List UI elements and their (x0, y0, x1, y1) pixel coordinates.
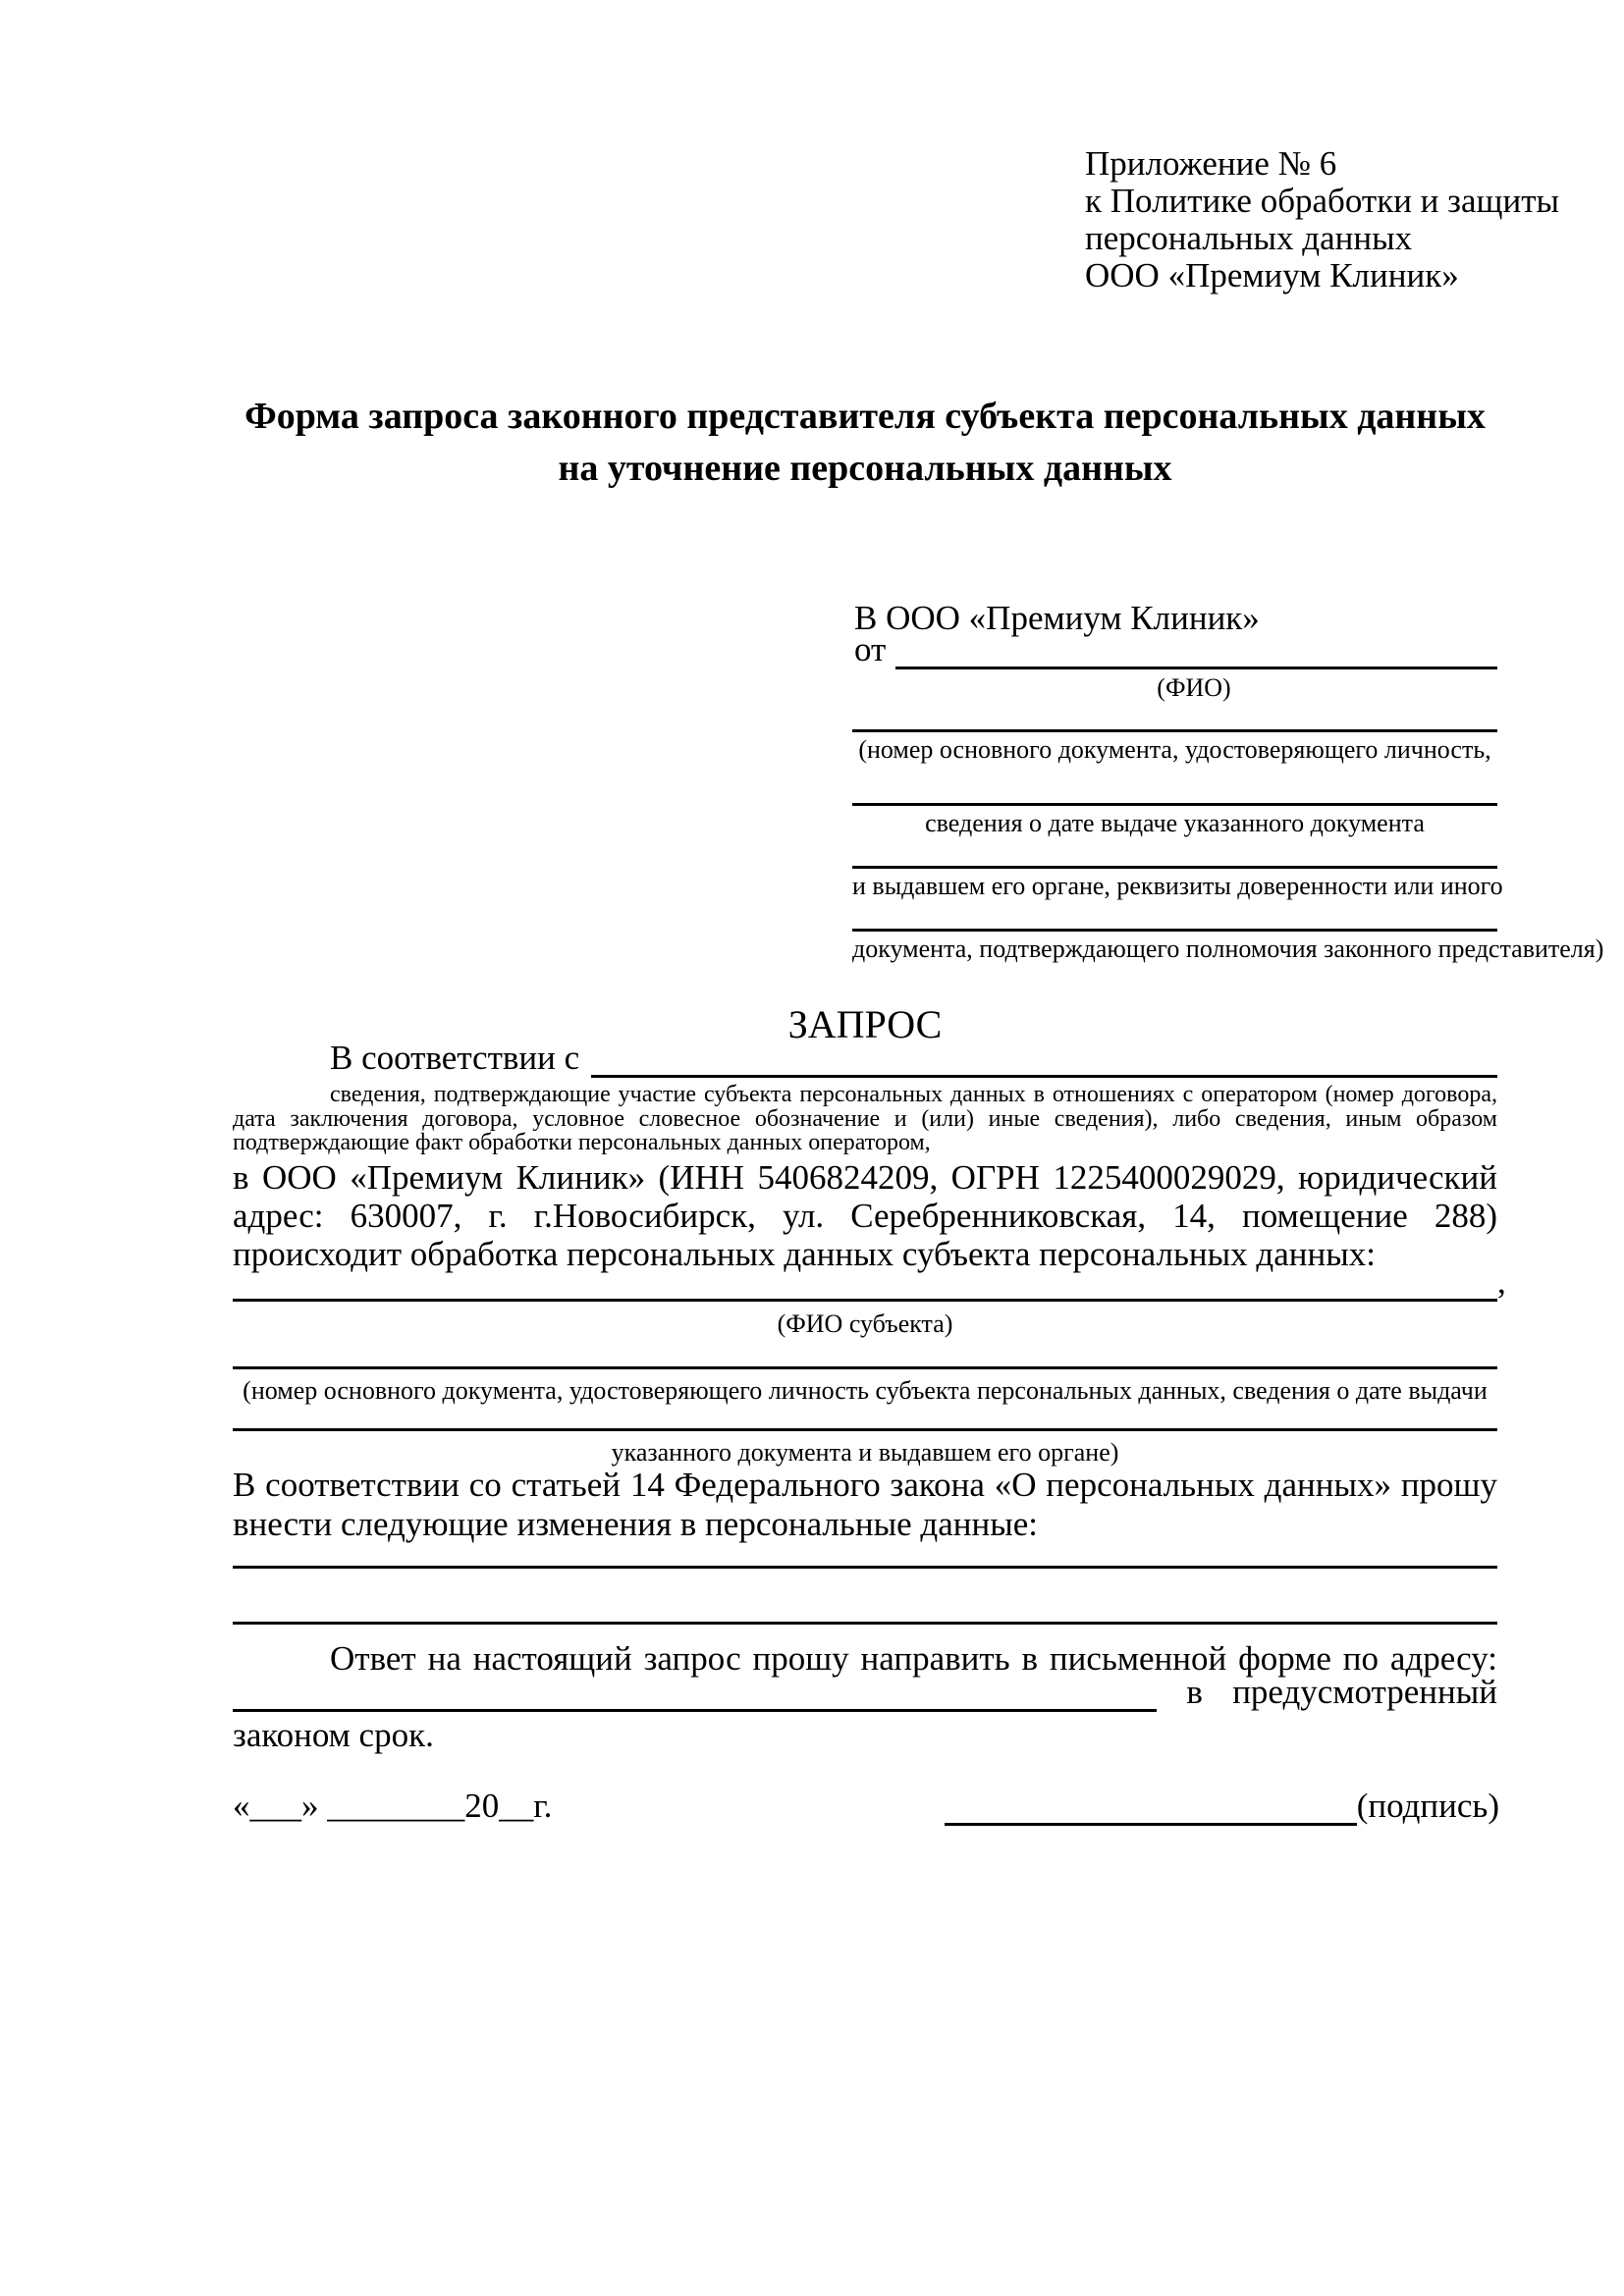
subject-fio-caption: (ФИО субъекта) (777, 1309, 953, 1338)
representative-doc-blank-4 (852, 929, 1604, 964)
form-title-line-1: Форма запроса законного представителя субъекта персональных данных (244, 396, 1486, 437)
blank-caption: (номер основного документа, удостоверяющего личность, (858, 735, 1491, 764)
address-blank-line (233, 1709, 1157, 1712)
answer-tail: законом срок. (233, 1716, 434, 1754)
signature-blank-line (945, 1786, 1357, 1826)
answer-word-term: предусмотренный (1232, 1673, 1497, 1711)
addressee-organization: В ООО «Премиум Клиник» (854, 599, 1260, 637)
subject-doc-blank-line-1 (233, 1366, 1497, 1369)
from-row (854, 630, 1497, 669)
signature-caption: (подпись) (1356, 1787, 1499, 1825)
from-label: от (854, 630, 887, 668)
form-title (233, 391, 1497, 495)
blank-caption: сведения о дате выдаче указанного документа (925, 809, 1425, 837)
subject-doc-blank-line-2 (233, 1428, 1497, 1431)
signature-group (945, 1786, 1499, 1826)
operator-paragraph: в ООО «Премиум Клиник» (ИНН 5406824209, ОГРН 1225400029029, юридический адрес: 630007, г. г.Новосибирск, ул. Серебренниковская, 14, помещение 288) происходит обработка персональных данных субъекта персональных данных: (233, 1158, 1497, 1273)
answer-address-row (233, 1673, 1497, 1712)
subject-fio-blank-line (233, 1299, 1497, 1302)
changes-blank-line-1 (233, 1566, 1497, 1569)
intro-footnote: сведения, подтверждающие участие субъекта персональных данных в отношениях с оператором (номер договора, дата заключения договора, условное словесное обозначение и (или) иные сведения), либо сведения, иным образом подтверждающие факт обработки персональных данных оператором, (233, 1082, 1497, 1155)
subject-doc-caption-1: (номер основного документа, удостоверяющего личность субъекта персональных данных, сведения о дате выдачи (243, 1376, 1488, 1405)
intro-prefix: В соответствии с (330, 1039, 580, 1077)
answer-word-v: в (1186, 1673, 1203, 1711)
annex-line: ООО «Премиум Клиник» (1085, 256, 1459, 294)
annex-line: Приложение № 6 (1085, 144, 1337, 183)
subject-fio-row (233, 1262, 1509, 1302)
fio-caption: (ФИО) (1157, 673, 1231, 702)
representative-doc-blank-3 (852, 866, 1503, 901)
blank-caption: и выдавшем его органе, реквизиты доверенности или иного (852, 872, 1503, 900)
blank-caption: документа, подтверждающего полномочия законного представителя) (852, 934, 1604, 963)
changes-blank-line-2 (233, 1622, 1497, 1625)
representative-doc-blank-1 (852, 729, 1497, 765)
from-blank-line (895, 667, 1497, 669)
date-stub: «___» ________20__г. (233, 1787, 553, 1825)
annex-line: к Политике обработки и защиты (1085, 182, 1560, 220)
subject-fio-comma: , (1497, 1262, 1506, 1301)
form-title-line-2: на уточнение персональных данных (558, 448, 1172, 489)
footer-row (233, 1787, 1499, 1826)
representative-doc-blank-2 (852, 803, 1497, 838)
intro-row (233, 1039, 1497, 1078)
law-paragraph: В соответствии со статьей 14 Федерального закона «О персональных данных» прошу внести следующие изменения в персональные данные: (233, 1466, 1497, 1543)
answer-line: Ответ на настоящий запрос прошу направить в письменной форме по адресу: (330, 1639, 1497, 1678)
request-heading: ЗАПРОС (787, 1002, 943, 1046)
intro-blank-line (591, 1075, 1497, 1078)
annex-block (1085, 145, 1559, 294)
subject-doc-caption-2: указанного документа и выдавшем его органе) (611, 1438, 1119, 1467)
annex-line: персональных данных (1085, 219, 1413, 257)
